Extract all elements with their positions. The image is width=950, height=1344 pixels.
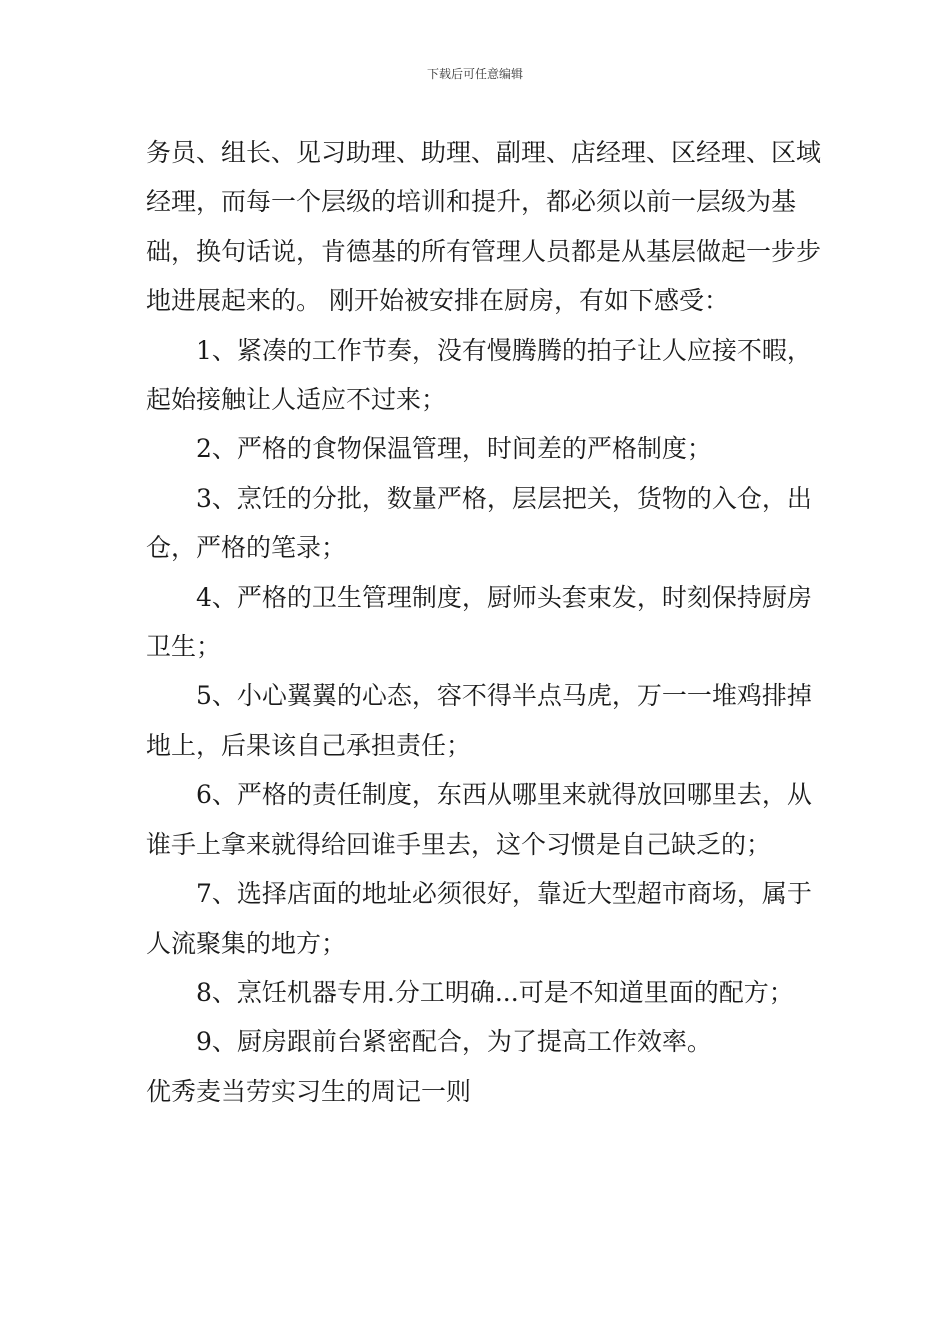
list-item-3: 3、烹饪的分批，数量严格，层层把关，货物的入仓，出仓，严格的笔录； xyxy=(146,483,812,563)
list-item-9: 9、厨房跟前台紧密配合，为了提高工作效率。 xyxy=(196,1027,712,1057)
paragraph-intro: 务员、组长、见习助理、助理、副理、店经理、区经理、区域经理，而每一个层级的培训和提升，都必须以前一层级为基础，换句话说，肯德基的所有管理人员都是从基层做起一步步地进展起来的。 刚开始被安排在厨房，有如下感受： xyxy=(146,138,822,316)
list-item-1: 1、紧凑的工作节奏，没有慢腾腾的拍子让人应接不暇，起始接触让人适应不过来； xyxy=(146,335,812,415)
list-item-5: 5、小心翼翼的心态，容不得半点马虎，万一一堆鸡排掉地上，后果该自己承担责任； xyxy=(146,681,812,760)
page-header: 下载后可任意编辑 xyxy=(426,67,523,81)
list-item-8: 8、烹饪机器专用.分工明确...可是不知道里面的配方； xyxy=(196,977,794,1007)
list-item-2: 2、严格的食物保温管理，时间差的严格制度； xyxy=(196,434,712,464)
document-body xyxy=(146,128,826,1116)
list-item-7: 7、选择店面的地址必须很好，靠近大型超市商场，属于人流聚集的地方； xyxy=(146,879,812,958)
next-article-title: 优秀麦当劳实习生的周记一则 xyxy=(146,1076,472,1106)
list-item-4: 4、严格的卫生管理制度，厨师头套束发，时刻保持厨房卫生； xyxy=(146,582,812,662)
list-item-6: 6、严格的责任制度，东西从哪里来就得放回哪里去，从谁手上拿来就得给回谁手里去，这个习惯是自己缺乏的； xyxy=(146,780,812,859)
